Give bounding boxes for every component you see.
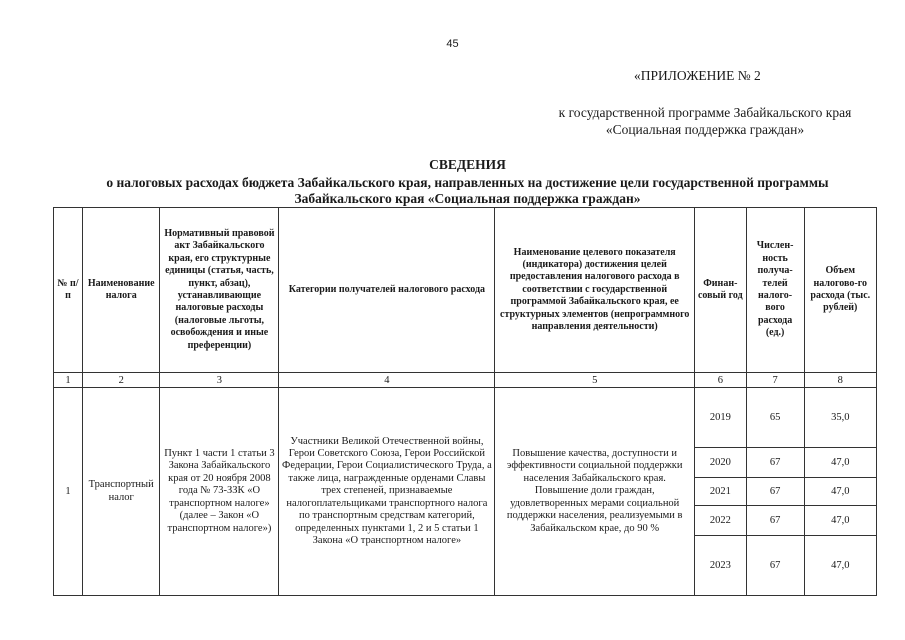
header-number: № п/п [54, 208, 83, 373]
financial-year: 2020 [694, 448, 746, 478]
header-year: Финан-совый год [694, 208, 746, 373]
tax-name: Транспортный налог [82, 388, 160, 596]
page-number: 45 [446, 38, 459, 50]
document-subtitle-line-2: Забайкальского края «Социальная поддержка граждан» [294, 191, 641, 206]
expenditure-amount: 47,0 [804, 478, 876, 506]
tax-expenditure-table [53, 207, 877, 596]
recipient-count: 67 [746, 478, 804, 506]
column-number: 5 [495, 373, 695, 388]
expenditure-amount: 47,0 [804, 506, 876, 536]
header-indicator: Наименование целевого показателя (индикатора) достижения целей предоставления налогового расхода в соответствии с государственной программой Забайкальского края, ее структурных элементов (непрограммного направления деятельности) [495, 208, 695, 373]
expenditure-amount: 47,0 [804, 536, 876, 596]
header-legal-act: Нормативный правовой акт Забайкальского края, его структурные единицы (статья, часть, пункт, абзац), устанавливающие налоговые расходы (налоговые льготы, освобождения и иные преференции) [160, 208, 279, 373]
financial-year: 2023 [694, 536, 746, 596]
financial-year: 2021 [694, 478, 746, 506]
recipient-count: 67 [746, 536, 804, 596]
financial-year: 2022 [694, 506, 746, 536]
recipient-count: 67 [746, 506, 804, 536]
recipient-count: 67 [746, 448, 804, 478]
header-amount: Объем налогово-го расхода (тыс. рублей) [804, 208, 876, 373]
column-number: 8 [804, 373, 876, 388]
recipient-categories: Участники Великой Отечественной войны, Герои Советского Союза, Герои Российской Федерации, Герои Социалистического Труда, а также лица, награжденные орденами Славы трех степеней, признаваемые налогоплательщиками транспортного налога по транспортным средствам категорий, определенных пунктами 1, 2 и 5 статьи 1 Закона «О транспортном налоге» [279, 388, 495, 596]
column-number: 7 [746, 373, 804, 388]
table-header-row [54, 208, 877, 373]
expenditure-amount: 35,0 [804, 388, 876, 448]
program-reference-line-2: «Социальная поддержка граждан» [605, 122, 805, 137]
table-row [54, 388, 877, 448]
column-number: 2 [82, 373, 160, 388]
target-indicator: Повышение качества, доступности и эффективности социальной поддержки населения Забайкальского края. Повышение доли граждан, удовлетворенных мерами социальной поддержки населения, реализуемыми в Забайкальском крае, до 90 % [495, 388, 695, 596]
header-recipients: Категории получателей налогового расхода [279, 208, 495, 373]
header-recipient-count: Числен-ность получа-телей налого-вого расхода (ед.) [746, 208, 804, 373]
financial-year: 2019 [694, 388, 746, 448]
expenditure-amount: 47,0 [804, 448, 876, 478]
row-number: 1 [54, 388, 83, 596]
column-number: 6 [694, 373, 746, 388]
column-number: 4 [279, 373, 495, 388]
recipient-count: 65 [746, 388, 804, 448]
column-number: 3 [160, 373, 279, 388]
column-number: 1 [54, 373, 83, 388]
legal-act: Пункт 1 части 1 статьи 3 Закона Забайкальского края от 20 ноября 2008 года № 73-ЗЗК «О транспортном налоге» (далее – Закон «О транспортном налоге») [160, 388, 279, 596]
column-number-row [54, 373, 877, 388]
document-subtitle-line-1: о налоговых расходах бюджета Забайкальского края, направленных на достижение цели государственной программы [106, 175, 829, 190]
appendix-label: «ПРИЛОЖЕНИЕ № 2 [634, 68, 761, 83]
document-title: СВЕДЕНИЯ [429, 157, 506, 172]
header-tax-name: Наименование налога [82, 208, 160, 373]
program-reference-line-1: к государственной программе Забайкальского края [558, 105, 852, 120]
